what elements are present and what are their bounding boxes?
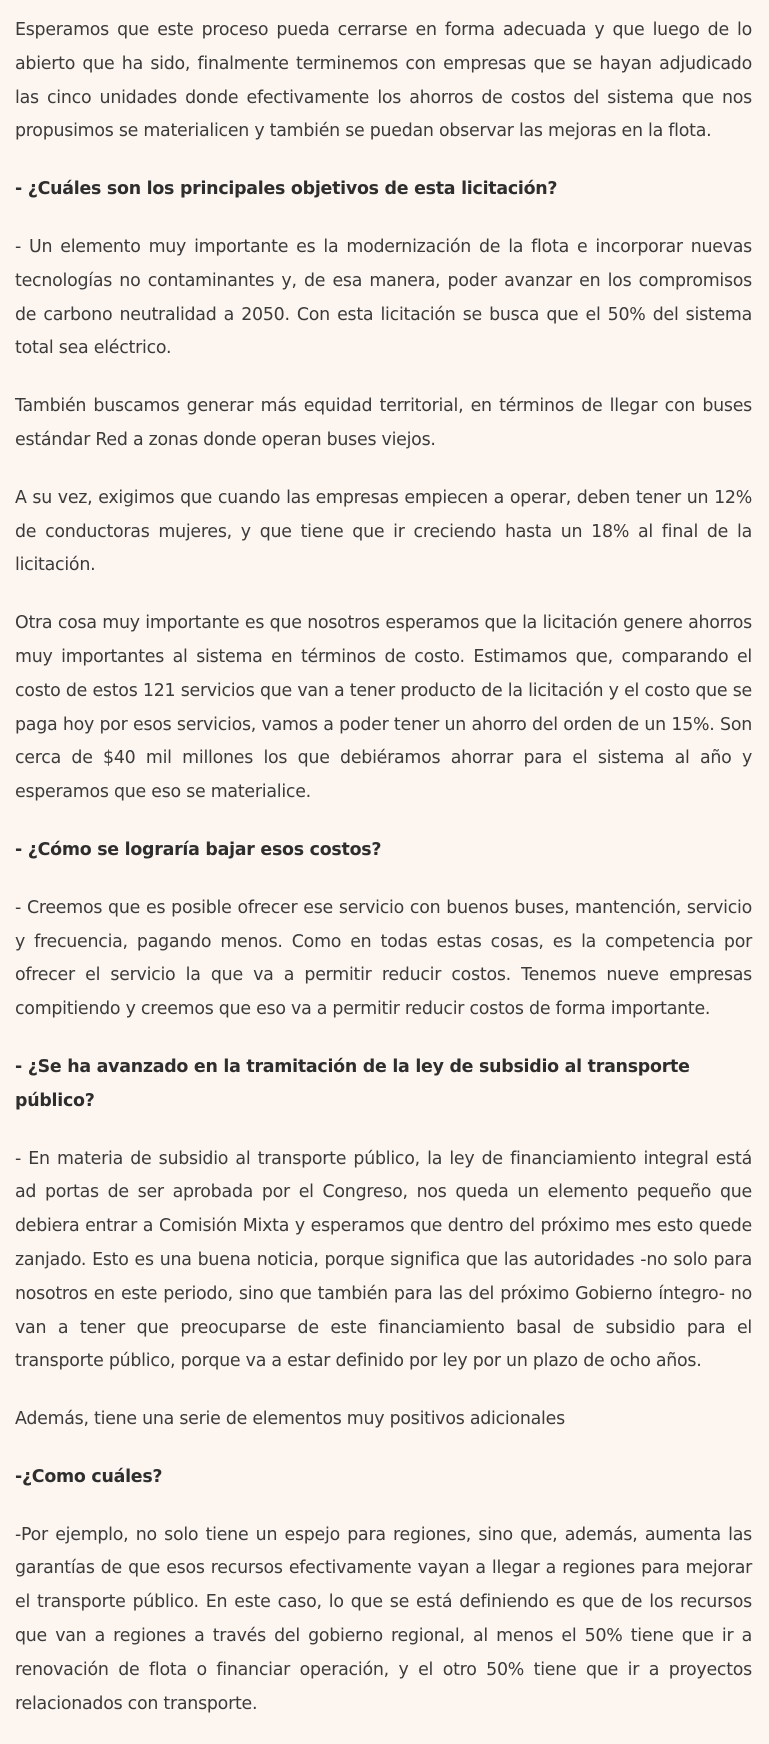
- article-paragraph: Esperamos que este proceso pueda cerrarse en forma adecuada y que luego de lo abierto que ha sido, finalmente terminemos con empresas que se hayan adjudicado las cinco unidades donde efectivamente los ahorros de costos del sistema que nos propusimos se materialicen y también se puedan observar las mejoras en la flota.: [15, 20, 752, 142]
- article-paragraph: Otra cosa muy importante es que nosotros esperamos que la licitación genere ahorros muy importantes al sistema en términos de costo. Estimamos que, comparando el costo de estos 121 servicios que van a tener producto de la licitación y el costo que se paga hoy por esos servicios, vamos a poder tener un ahorro del orden de un 15%. Son cerca de $40 mil millones los que debiéramos ahorrar para el sistema al año y esperamos que eso se materialice.: [15, 613, 752, 803]
- interview-question: -¿Como cuáles?: [15, 1466, 163, 1487]
- article-paragraph: - En materia de subsidio al transporte público, la ley de financiamiento integral está ad portas de ser aprobada por el Congreso, nos queda un elemento pequeño que debiera entrar a Comisión Mixta y esperamos que dentro del próximo mes esto quede zanjado. Esto es una buena noticia, porque significa que las autoridades -no solo para nosotros en este periodo, sino que también para las del próximo Gobierno íntegro- no van a tener que preocuparse de este financiamiento basal de subsidio para el transporte público, porque va a estar definido por ley por un plazo de ocho años.: [15, 1148, 752, 1372]
- article-paragraph: A su vez, exigimos que cuando las empresas empiecen a operar, deben tener un 12% de conductoras mujeres, y que tiene que ir creciendo hasta un 18% al final de la licitación.: [15, 487, 752, 576]
- interview-question: - ¿Se ha avanzado en la tramitación de la ley de subsidio al transporte público?: [15, 1056, 690, 1111]
- article-paragraph: - Creemos que es posible ofrecer ese servicio con buenos buses, mantención, servicio y frecuencia, pagando menos. Como en todas estas cosas, es la competencia por ofrecer el servicio la que va a permitir reducir costos. Tenemos nueve empresas compitiendo y creemos que eso va a permitir reducir costos de forma importante.: [15, 897, 752, 1020]
- interview-question: - ¿Cuáles son los principales objetivos de esta licitación?: [15, 179, 558, 200]
- article-paragraph: - Un elemento muy importante es la modernización de la flota e incorporar nuevas tecnologías no contaminantes y, de esa manera, poder avanzar en los compromisos de carbono neutralidad a 2050. Con esta licitación se busca que el 50% del sistema total sea eléctrico.: [15, 236, 752, 359]
- article-paragraph: También buscamos generar más equidad territorial, en términos de llegar con buses estándar Red a zonas donde operan buses viejos.: [15, 396, 752, 450]
- article-paragraph: Además, tiene una serie de elementos muy positivos adicionales: [15, 1409, 565, 1430]
- article-paragraph: -Por ejemplo, no solo tiene un espejo para regiones, sino que, además, aumenta las garantías de que esos recursos efectivamente vayan a llegar a regiones para mejorar el transporte público. En este caso, lo que se está definiendo es que de los recursos que van a regiones a través del gobierno regional, al menos el 50% tiene que ir a renovación de flota o financiar operación, y el otro 50% tiene que ir a proyectos relacionados con transporte.: [15, 1524, 752, 1714]
- interview-question: - ¿Cómo se lograría bajar esos costos?: [15, 839, 382, 860]
